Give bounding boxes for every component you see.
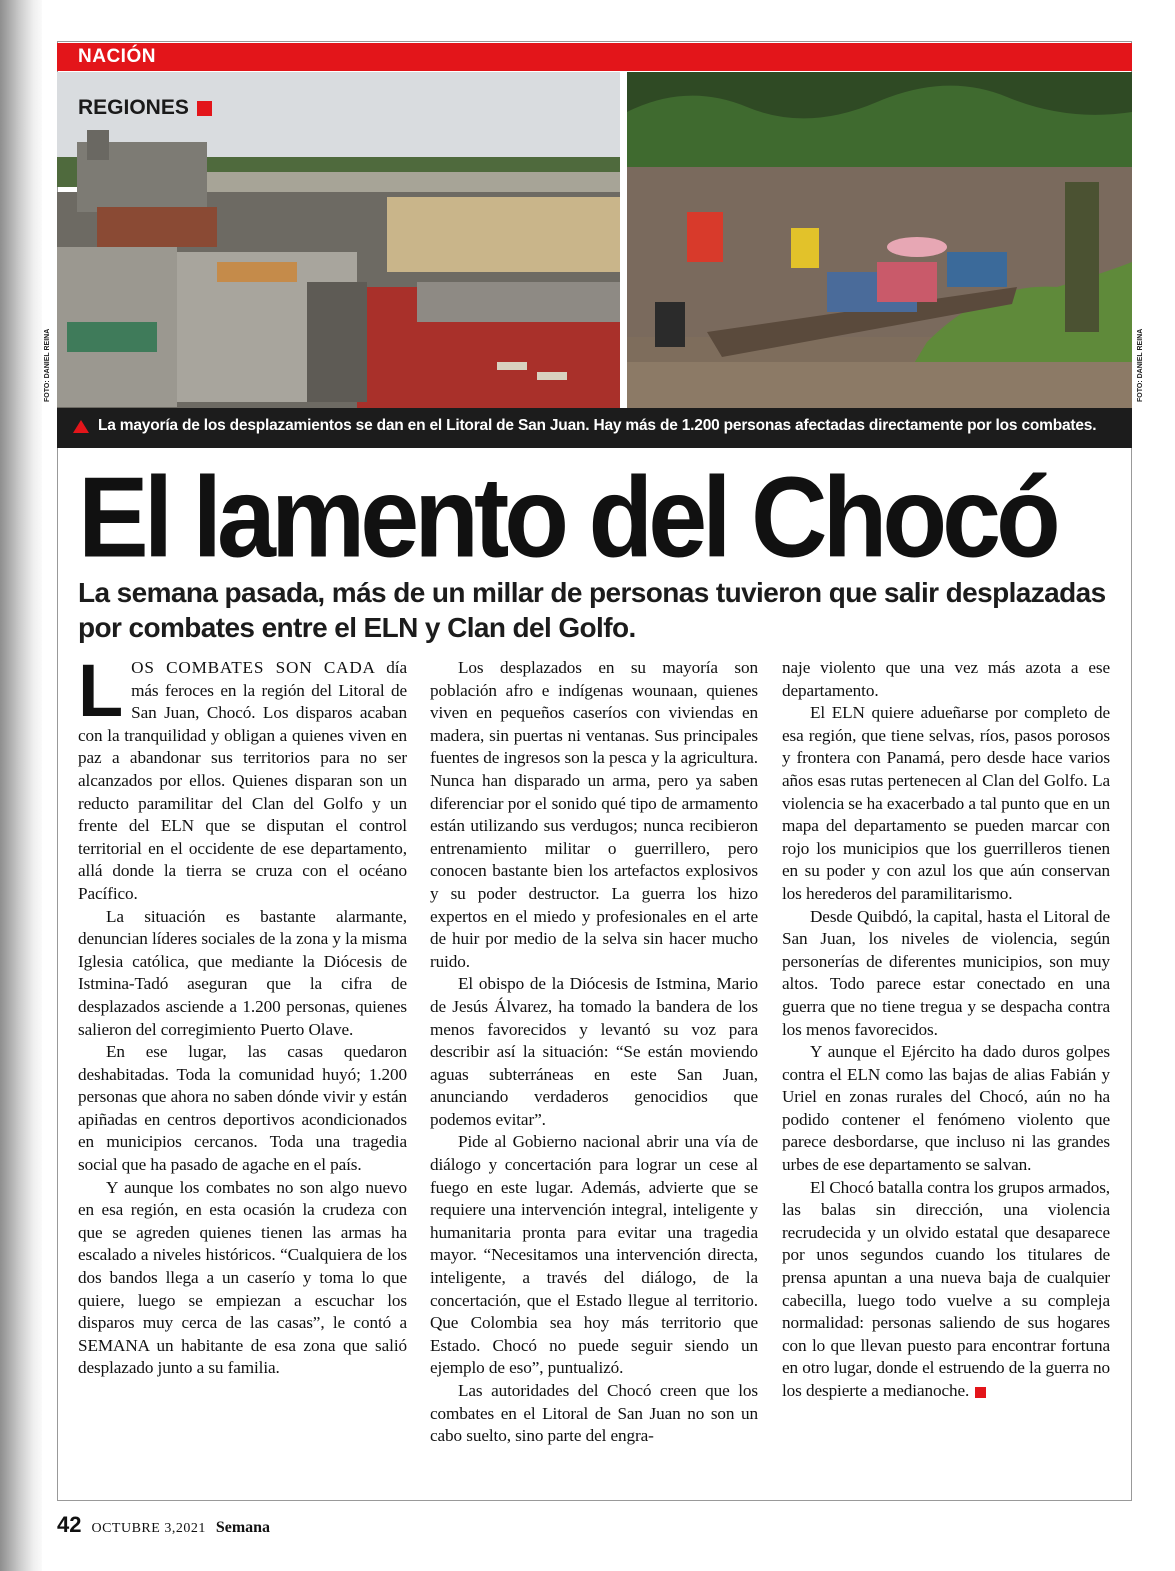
binding-shadow <box>0 0 42 1571</box>
end-square-icon <box>975 1387 986 1398</box>
paragraph: En ese lugar, las casas quedaron deshabitadas. Toda la comunidad huyó; 1.200 personas que ahora no saben dónde vivir y están apiñadas en centros deportivos acondicionados en municipios cercanos. Toda una tragedia social que ha pasado de agache en el país. <box>78 1042 407 1175</box>
paragraph: Las autoridades del Chocó creen que los combates en el Litoral de San Juan no son un cabo suelto, sino parte del engra- <box>430 1381 758 1446</box>
photo-credit-right: FOTO: DANIEL REINA <box>1137 328 1144 402</box>
triangle-icon <box>73 420 89 433</box>
photo-boat <box>627 72 1132 408</box>
subsection-label <box>78 96 212 120</box>
boat-river-illustration <box>627 72 1132 408</box>
paragraph: La situación es bastante alarmante, denuncian líderes sociales de la zona y la misma Iglesia católica, que mediante la Diócesis de Istmina-Tadó aseguran que la cifra de desplazados asciende a 1.200 personas, quienes salieron del corregimiento Puerto Olave. <box>78 906 407 1039</box>
paragraph: Y aunque los combates no son algo nuevo en esa región, en esta ocasión la crudeza con que se agreden quienes tienen las armas ha escalado a niveles históricos. “Cualquiera de los dos bandos llega a un caserío y toma lo que quiere, luego se empiezan a escuchar los disparos muy cerca de las casas”, le contó a SEMANA un habitante de esa zona que salió desplazado junto a su familia. <box>78 1177 407 1378</box>
headline: El lamento del Chocó <box>78 453 1056 582</box>
photo-town <box>57 72 620 408</box>
paragraph: El ELN quiere adueñarse por completo de esa región, que tiene selvas, ríos, pasos porosos y frontera con Panamá, pero desde hace varios años esas rutas pertenecen al Clan del Golfo. La violencia se ha exacerbado a tal punto que en un mapa del departamento se pueden marcar con rojo los municipios que los guerrilleros tienen en su poder y con azul los que aún conservan los herederos del paramilitarismo. <box>782 703 1110 903</box>
page-number: 42 <box>57 1512 82 1537</box>
body-column-2 <box>430 657 758 1448</box>
drop-cap: L <box>78 649 124 732</box>
subsection-text: REGIONES <box>78 96 189 119</box>
photo-credit-left: FOTO: DANIEL REINA <box>44 328 51 402</box>
paragraph <box>78 649 407 906</box>
issue-date: OCTUBRE 3,2021 <box>91 1521 206 1536</box>
paragraph-text: día más feroces en la región del Litoral de San Juan, Chocó. Los disparos acaban con la tranquilidad y obligan a quienes viven en paz a abandonar sus territorios para no ser alcanzados por ellos. Quienes disparan son un reducto paramilitar del Clan del Golfo y un frente del ELN que se disputan el control territorial en el occidente de ese departamento, allá donde la tierra se cruza con el océano Pacífico. <box>78 658 407 903</box>
photo-caption: La mayoría de los desplazamientos se dan en el Litoral de San Juan. Hay más de 1.200 personas afectadas directamente por los combates. <box>98 417 1097 434</box>
paragraph: Los desplazados en su mayoría son población afro e indígenas wounaan, quienes viven en pequeños caseríos con viviendas en madera, sin puertas ni ventanas. Sus principales fuentes de ingresos son la pesca y la agricultura. Nunca han disparado un arma, pero ya saben diferenciar por el sonido qué tipo de armamento están utilizando sus verdugos; nunca recibieron entrenamiento militar o guerrillero, pero conocen bastante bien los artefactos explosivos y su poder destructor. La guerra los hizo expertos en el miedo y profesionales en el arte de huir por medio de la selva sin hacer mucho ruido. <box>430 658 758 971</box>
town-river-illustration <box>57 72 620 408</box>
paragraph-text: El Chocó batalla contra los grupos armados, las balas sin dirección, una violencia recrudecida y un olvido estatal que desaparece por unos segundos cuando los titulares de prensa apuntan a una nueva baja de cualquier cabecilla, luego todo vuelve a su compleja normalidad: personas saliendo de sus hogares con lo que llevan puesto para encontrar fortuna en otro lugar, donde el estruendo de la guerra no los despierte a medianoche. <box>782 1177 1110 1400</box>
section-label: NACIÓN <box>78 46 156 67</box>
magazine-name: Semana <box>215 1519 271 1536</box>
body-column-3 <box>782 657 1110 1403</box>
red-square-icon <box>197 101 212 116</box>
paragraph: Desde Quibdó, la capital, hasta el Litoral de San Juan, los niveles de violencia, según personerías de diferentes municipios, son muy altos. Todo parece estar conectado en una guerra que no tiene tregua y se despacha contra los menos favorecidos. <box>782 906 1110 1039</box>
deck: La semana pasada, más de un millar de personas tuvieron que salir desplazadas por combates entre el ELN y Clan del Golfo. <box>78 577 1106 643</box>
lead-caps: OS COMBATES SON CADA <box>131 658 376 677</box>
paragraph: naje violento que una vez más azota a ese departamento. <box>782 658 1110 700</box>
section-bar <box>57 43 1132 71</box>
paragraph: Pide al Gobierno nacional abrir una vía de diálogo y concertación para lograr un cese al fuego en este lugar. Además, advierte que se requiere una intervención integral, inteligente y humanitaria pronta para evitar una tragedia mayor. “Necesitamos una intervención directa, inteligente, a través del diálogo, de la concertación, que el Estado llegue al territorio. Que Colombia sea hoy más territorio que Estado. Chocó no puede seguir siendo un ejemplo de eso”, puntualizó. <box>430 1132 758 1378</box>
paragraph <box>782 1177 1110 1403</box>
body-column-1 <box>78 649 407 1380</box>
footer <box>57 1512 270 1538</box>
paragraph: El obispo de la Diócesis de Istmina, Mario de Jesús Álvarez, ha tomado la bandera de los menos favorecidos y levantó su voz para describir así la situación: “Se están moviendo aguas subterráneas en este San Juan, anunciando verdaderos genocidios que podemos evitar”. <box>430 974 758 1129</box>
paragraph: Y aunque el Ejército ha dado duros golpes contra el ELN como las bajas de alias Fabián y Uriel en zonas rurales del Chocó, aún no ha podido contener el fenómeno violento que parece desbordarse, que incluso ni las grandes urbes de ese departamento se salvan. <box>782 1042 1110 1175</box>
